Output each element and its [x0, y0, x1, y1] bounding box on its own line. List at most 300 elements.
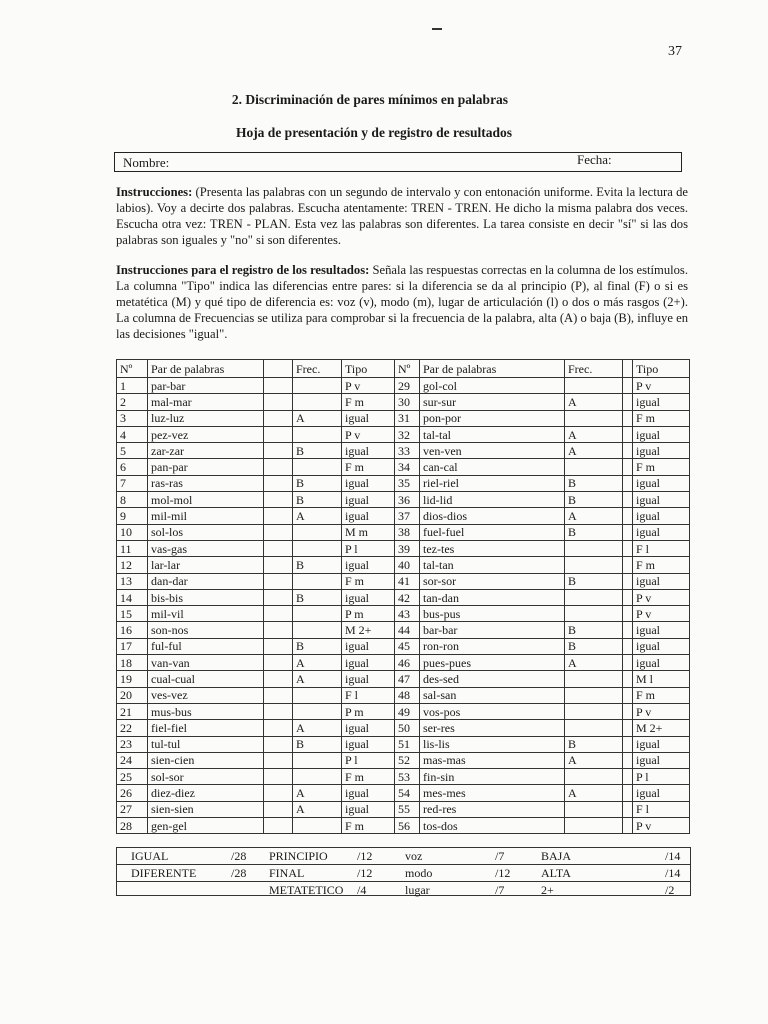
word-pair: sur-sur	[420, 394, 565, 410]
table-row	[117, 622, 690, 638]
difference-type: igual	[342, 475, 395, 491]
word-pair: tal-tan	[420, 557, 565, 573]
frequency: B	[293, 589, 342, 605]
scan-mark	[432, 28, 442, 30]
item-number: 52	[395, 752, 420, 768]
frequency: A	[565, 752, 623, 768]
response-cell[interactable]	[264, 589, 293, 605]
page-title: 2. Discriminación de pares mínimos en palabras	[231, 92, 509, 107]
header-freq-2: Frec.	[565, 360, 623, 378]
difference-type: F m	[342, 573, 395, 589]
difference-type: igual	[342, 443, 395, 459]
difference-type: igual	[342, 589, 395, 605]
item-number: 46	[395, 655, 420, 671]
word-pair: diez-diez	[148, 785, 264, 801]
word-pair: cual-cual	[148, 671, 264, 687]
header-num-1: Nº	[117, 360, 148, 378]
difference-type: F m	[633, 687, 690, 703]
word-pair: sol-los	[148, 524, 264, 540]
word-pair: mus-bus	[148, 703, 264, 719]
difference-type: igual	[633, 426, 690, 442]
record-instructions-paragraph	[116, 262, 688, 342]
response-cell[interactable]	[264, 606, 293, 622]
word-pair: par-bar	[148, 378, 264, 394]
difference-type: P l	[342, 540, 395, 556]
frequency: A	[293, 655, 342, 671]
response-cell[interactable]	[264, 540, 293, 556]
difference-type: F l	[342, 687, 395, 703]
frequency: A	[293, 801, 342, 817]
response-cell[interactable]	[623, 655, 633, 671]
table-row	[117, 703, 690, 719]
item-number: 27	[117, 801, 148, 817]
frequency: B	[565, 573, 623, 589]
summary-label: METATETICO	[269, 883, 344, 897]
table-row	[117, 394, 690, 410]
table-row	[117, 508, 690, 524]
response-cell[interactable]	[264, 410, 293, 426]
response-cell[interactable]	[623, 638, 633, 654]
word-pair: pez-vez	[148, 426, 264, 442]
difference-type: igual	[342, 785, 395, 801]
word-pair: dios-dios	[420, 508, 565, 524]
item-number: 23	[117, 736, 148, 752]
difference-type: igual	[342, 736, 395, 752]
item-number: 51	[395, 736, 420, 752]
response-cell[interactable]	[623, 443, 633, 459]
word-pair: mol-mol	[148, 492, 264, 508]
response-cell[interactable]	[264, 671, 293, 687]
difference-type: igual	[633, 655, 690, 671]
difference-type: P v	[633, 378, 690, 394]
item-number: 11	[117, 540, 148, 556]
word-pair: ser-res	[420, 720, 565, 736]
word-pair: red-res	[420, 801, 565, 817]
frequency	[293, 573, 342, 589]
record-instructions-label: Instrucciones para el registro de los resultados:	[116, 263, 370, 277]
response-cell[interactable]	[264, 524, 293, 540]
header-check-1	[264, 360, 293, 378]
response-cell[interactable]	[623, 394, 633, 410]
difference-type: igual	[342, 410, 395, 426]
frequency: A	[565, 394, 623, 410]
response-cell[interactable]	[623, 573, 633, 589]
header-num-2: Nº	[395, 360, 420, 378]
summary-block	[116, 847, 691, 896]
difference-type: igual	[633, 622, 690, 638]
response-cell[interactable]	[264, 720, 293, 736]
table-row	[117, 785, 690, 801]
item-number: 43	[395, 606, 420, 622]
item-number: 25	[117, 769, 148, 785]
frequency: B	[565, 492, 623, 508]
difference-type: igual	[342, 720, 395, 736]
table-row	[117, 736, 690, 752]
date-label: Fecha:	[577, 152, 612, 167]
frequency	[293, 459, 342, 475]
word-pair: sol-sor	[148, 769, 264, 785]
response-cell[interactable]	[623, 818, 633, 834]
word-pair: tos-dos	[420, 818, 565, 834]
frequency	[565, 410, 623, 426]
frequency	[293, 378, 342, 394]
frequency	[293, 752, 342, 768]
response-cell[interactable]	[623, 736, 633, 752]
page-number: 37	[668, 44, 682, 59]
difference-type: M 2+	[633, 720, 690, 736]
word-pair: vos-pos	[420, 703, 565, 719]
frequency	[293, 818, 342, 834]
difference-type: P l	[633, 769, 690, 785]
header-type-1: Tipo	[342, 360, 395, 378]
item-number: 17	[117, 638, 148, 654]
item-number: 49	[395, 703, 420, 719]
difference-type: igual	[342, 801, 395, 817]
difference-type: P v	[633, 589, 690, 605]
table-row	[117, 589, 690, 605]
frequency	[293, 540, 342, 556]
word-pair: riel-riel	[420, 475, 565, 491]
difference-type: igual	[633, 443, 690, 459]
table-row	[117, 671, 690, 687]
item-number: 15	[117, 606, 148, 622]
item-number: 5	[117, 443, 148, 459]
instructions-paragraph	[116, 184, 688, 248]
frequency	[293, 426, 342, 442]
summary-score: /7	[495, 883, 505, 897]
frequency	[293, 524, 342, 540]
summary-label: 2+	[541, 883, 554, 897]
item-number: 36	[395, 492, 420, 508]
difference-type: F m	[342, 394, 395, 410]
word-pair: tal-tal	[420, 426, 565, 442]
difference-type: igual	[633, 492, 690, 508]
summary-label: BAJA	[541, 849, 572, 863]
frequency	[293, 622, 342, 638]
response-cell[interactable]	[623, 540, 633, 556]
frequency	[565, 703, 623, 719]
table-row	[117, 410, 690, 426]
frequency	[565, 720, 623, 736]
word-pair: fuel-fuel	[420, 524, 565, 540]
header-freq-1: Frec.	[293, 360, 342, 378]
word-pair: dan-dar	[148, 573, 264, 589]
frequency: A	[565, 508, 623, 524]
item-number: 45	[395, 638, 420, 654]
header-check-2	[623, 360, 633, 378]
name-label: Nombre:	[123, 155, 170, 170]
difference-type: igual	[342, 671, 395, 687]
item-number: 30	[395, 394, 420, 410]
frequency: B	[565, 524, 623, 540]
word-pair: mal-mar	[148, 394, 264, 410]
response-cell[interactable]	[623, 606, 633, 622]
word-pair: mil-mil	[148, 508, 264, 524]
response-cell[interactable]	[264, 394, 293, 410]
response-cell[interactable]	[264, 378, 293, 394]
table-row	[117, 752, 690, 768]
item-number: 26	[117, 785, 148, 801]
response-cell[interactable]	[264, 752, 293, 768]
difference-type: P v	[633, 818, 690, 834]
difference-type: igual	[633, 638, 690, 654]
response-cell[interactable]	[264, 687, 293, 703]
frequency: B	[293, 492, 342, 508]
item-number: 39	[395, 540, 420, 556]
summary-label: modo	[405, 866, 433, 880]
item-number: 4	[117, 426, 148, 442]
frequency	[565, 769, 623, 785]
table-row	[117, 769, 690, 785]
item-number: 56	[395, 818, 420, 834]
response-cell[interactable]	[264, 655, 293, 671]
response-cell[interactable]	[264, 573, 293, 589]
frequency	[293, 394, 342, 410]
name-date-box[interactable]	[114, 152, 682, 172]
response-cell[interactable]	[264, 426, 293, 442]
page-subtitle: Hoja de presentación y de registro de resultados	[235, 125, 513, 140]
item-number: 54	[395, 785, 420, 801]
word-pair: ven-ven	[420, 443, 565, 459]
response-cell[interactable]	[623, 410, 633, 426]
item-number: 22	[117, 720, 148, 736]
word-pair: bis-bis	[148, 589, 264, 605]
item-number: 6	[117, 459, 148, 475]
difference-type: M m	[342, 524, 395, 540]
word-pair: ves-vez	[148, 687, 264, 703]
frequency: B	[293, 638, 342, 654]
response-cell[interactable]	[623, 801, 633, 817]
item-number: 42	[395, 589, 420, 605]
summary-score: /14	[665, 866, 681, 880]
summary-row	[117, 881, 690, 898]
table-row	[117, 720, 690, 736]
response-cell[interactable]	[264, 492, 293, 508]
item-number: 8	[117, 492, 148, 508]
word-pair: tul-tul	[148, 736, 264, 752]
word-pair: lis-lis	[420, 736, 565, 752]
response-cell[interactable]	[264, 736, 293, 752]
item-number: 20	[117, 687, 148, 703]
difference-type: M l	[633, 671, 690, 687]
response-cell[interactable]	[623, 508, 633, 524]
frequency: A	[293, 410, 342, 426]
table-row	[117, 655, 690, 671]
word-pair: gol-col	[420, 378, 565, 394]
response-cell[interactable]	[623, 720, 633, 736]
summary-label: IGUAL	[131, 849, 169, 863]
frequency: B	[565, 622, 623, 638]
difference-type: P l	[342, 752, 395, 768]
response-cell[interactable]	[264, 475, 293, 491]
difference-type: P v	[633, 606, 690, 622]
frequency: A	[293, 720, 342, 736]
summary-label: voz	[405, 849, 423, 863]
table-row	[117, 687, 690, 703]
response-cell[interactable]	[623, 589, 633, 605]
frequency	[565, 459, 623, 475]
difference-type: P m	[342, 606, 395, 622]
frequency: B	[293, 557, 342, 573]
frequency	[293, 769, 342, 785]
response-cell[interactable]	[623, 671, 633, 687]
summary-label: lugar	[405, 883, 430, 897]
difference-type: igual	[633, 524, 690, 540]
word-pair: tan-dan	[420, 589, 565, 605]
difference-type: F l	[633, 540, 690, 556]
summary-score: /14	[665, 849, 681, 863]
word-pair: van-van	[148, 655, 264, 671]
word-pair: can-cal	[420, 459, 565, 475]
summary-row	[117, 847, 690, 864]
response-cell[interactable]	[623, 378, 633, 394]
item-number: 9	[117, 508, 148, 524]
item-number: 13	[117, 573, 148, 589]
response-cell[interactable]	[264, 801, 293, 817]
difference-type: igual	[633, 573, 690, 589]
item-number: 48	[395, 687, 420, 703]
response-cell[interactable]	[264, 769, 293, 785]
frequency: A	[293, 508, 342, 524]
response-cell[interactable]	[623, 557, 633, 573]
word-pair: vas-gas	[148, 540, 264, 556]
response-cell[interactable]	[264, 703, 293, 719]
table-row	[117, 557, 690, 573]
response-cell[interactable]	[264, 508, 293, 524]
word-pair: ful-ful	[148, 638, 264, 654]
response-cell[interactable]	[623, 475, 633, 491]
summary-label: PRINCIPIO	[269, 849, 328, 863]
frequency: A	[565, 655, 623, 671]
table-row	[117, 443, 690, 459]
difference-type: igual	[342, 655, 395, 671]
word-pair: pon-por	[420, 410, 565, 426]
frequency: A	[565, 785, 623, 801]
response-cell[interactable]	[623, 459, 633, 475]
summary-label: FINAL	[269, 866, 305, 880]
difference-type: F m	[342, 769, 395, 785]
word-pair: sal-san	[420, 687, 565, 703]
difference-type: igual	[633, 736, 690, 752]
word-pair: sien-cien	[148, 752, 264, 768]
frequency: B	[565, 736, 623, 752]
item-number: 34	[395, 459, 420, 475]
table-row	[117, 524, 690, 540]
item-number: 41	[395, 573, 420, 589]
item-number: 33	[395, 443, 420, 459]
difference-type: igual	[633, 752, 690, 768]
instructions-text: (Presenta las palabras con un segundo de intervalo y con entonación uniforme. Evita la lectura de labios). Voy a decirte dos palabras. Escucha atentamente: TREN - TREN. He dicho la misma palabra dos veces. Escucha otra vez: TREN - PLAN. Esta vez las palabras son diferentes. La tarea consiste en decir "sí" si las dos palabras son iguales y "no" si son diferentes.	[116, 185, 688, 247]
response-cell[interactable]	[623, 769, 633, 785]
frequency: B	[565, 475, 623, 491]
difference-type: P v	[342, 426, 395, 442]
item-number: 37	[395, 508, 420, 524]
item-number: 47	[395, 671, 420, 687]
item-number: 3	[117, 410, 148, 426]
item-number: 35	[395, 475, 420, 491]
table-header-row	[117, 360, 690, 378]
item-number: 55	[395, 801, 420, 817]
difference-type: P v	[633, 703, 690, 719]
item-number: 28	[117, 818, 148, 834]
response-cell[interactable]	[264, 785, 293, 801]
word-pair: ron-ron	[420, 638, 565, 654]
summary-score: /4	[357, 883, 367, 897]
difference-type: igual	[633, 475, 690, 491]
item-number: 7	[117, 475, 148, 491]
summary-score: /12	[495, 866, 511, 880]
response-cell[interactable]	[264, 459, 293, 475]
item-number: 19	[117, 671, 148, 687]
response-cell[interactable]	[623, 492, 633, 508]
word-pair: bar-bar	[420, 622, 565, 638]
response-cell[interactable]	[264, 638, 293, 654]
word-pair: lid-lid	[420, 492, 565, 508]
response-cell[interactable]	[623, 703, 633, 719]
difference-type: igual	[342, 508, 395, 524]
frequency: B	[293, 443, 342, 459]
record-instructions-text: Señala las respuestas correctas en la columna de los estímulos. La columna "Tipo" indica las diferencias entre pares: si la diferencia se da al principio (P), al final (F) o si es metatética (M) y qué tipo de diferencia es: voz (v), modo (m), lugar de articulación (l) o dos o más rasgos (2+). La columna de Frecuencias se utiliza para comprobar si la frecuencia de la palabra, alta (A) o baja (B), influye en las decisiones "igual".	[116, 263, 688, 341]
word-pair: luz-luz	[148, 410, 264, 426]
response-cell[interactable]	[623, 426, 633, 442]
frequency	[565, 687, 623, 703]
word-pair: mil-vil	[148, 606, 264, 622]
word-pair: fiel-fiel	[148, 720, 264, 736]
item-number: 16	[117, 622, 148, 638]
word-pair: ras-ras	[148, 475, 264, 491]
frequency	[565, 606, 623, 622]
frequency	[565, 818, 623, 834]
item-number: 1	[117, 378, 148, 394]
response-cell[interactable]	[264, 557, 293, 573]
item-number: 18	[117, 655, 148, 671]
response-cell[interactable]	[264, 443, 293, 459]
word-pair: mas-mas	[420, 752, 565, 768]
frequency: B	[293, 475, 342, 491]
table-row	[117, 573, 690, 589]
response-cell[interactable]	[264, 818, 293, 834]
item-number: 21	[117, 703, 148, 719]
summary-score: /12	[357, 849, 373, 863]
response-cell[interactable]	[623, 622, 633, 638]
response-cell[interactable]	[623, 687, 633, 703]
difference-type: P v	[342, 378, 395, 394]
item-number: 44	[395, 622, 420, 638]
item-number: 32	[395, 426, 420, 442]
response-cell[interactable]	[623, 752, 633, 768]
word-pair: des-sed	[420, 671, 565, 687]
table-row	[117, 426, 690, 442]
word-pair: lar-lar	[148, 557, 264, 573]
frequency: A	[565, 443, 623, 459]
word-pair: zar-zar	[148, 443, 264, 459]
response-cell[interactable]	[264, 622, 293, 638]
difference-type: F m	[342, 818, 395, 834]
difference-type: F m	[633, 557, 690, 573]
difference-type: F m	[342, 459, 395, 475]
word-pair: pues-pues	[420, 655, 565, 671]
item-number: 10	[117, 524, 148, 540]
response-cell[interactable]	[623, 524, 633, 540]
response-cell[interactable]	[623, 785, 633, 801]
item-number: 24	[117, 752, 148, 768]
word-pair: tez-tes	[420, 540, 565, 556]
frequency: A	[293, 671, 342, 687]
frequency	[565, 378, 623, 394]
frequency	[293, 687, 342, 703]
summary-score: /28	[231, 849, 247, 863]
frequency: A	[565, 426, 623, 442]
